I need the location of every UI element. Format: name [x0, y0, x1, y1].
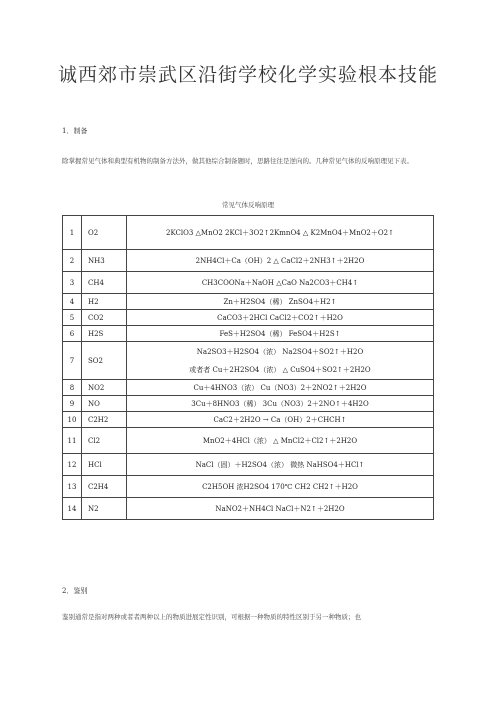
- reaction-equation: [127, 216, 434, 250]
- reaction-equation: [127, 428, 434, 454]
- gas-name: Cl2: [82, 428, 127, 454]
- table-row: [63, 454, 434, 476]
- row-number: 14: [63, 498, 82, 520]
- row-number: 2: [63, 250, 82, 272]
- row-number: 1: [63, 216, 82, 250]
- reaction-equation: [127, 272, 434, 294]
- equation-line: 3Cu＋8HNO3（稀） 3Cu（NO3）2＋2NO↑＋4H2O: [191, 399, 369, 408]
- table-row: [63, 310, 434, 326]
- equation-line: FeS＋H2SO4（稀） FeSO4＋H2S↑: [219, 329, 341, 338]
- reaction-equation: [127, 342, 434, 380]
- reaction-equation: [127, 498, 434, 520]
- table-row: [63, 396, 434, 412]
- row-number: 13: [63, 476, 82, 498]
- reaction-equation: [127, 326, 434, 342]
- gas-name: H2S: [82, 326, 127, 342]
- intro-paragraph: 除掌握常见气体和典型有机物的制备方法外，做其他综合制备题时，思路往往是逆向的。几种常见气体的反响原理见下表。: [62, 157, 413, 165]
- gas-name: HCl: [82, 454, 127, 476]
- reaction-equation: [127, 310, 434, 326]
- table-caption: 常见气体反响原理: [222, 201, 274, 209]
- row-number: 10: [63, 412, 82, 428]
- row-number: 12: [63, 454, 82, 476]
- equation-line: CH3COONa＋NaOH △CaO Na2CO3＋CH4↑: [201, 278, 359, 287]
- page-title: 诚西郊市崇武区沿街学校化学实验根本技能: [57, 64, 438, 86]
- row-number: 6: [63, 326, 82, 342]
- equation-line: CaCO3＋2HCl CaCl2＋CO2↑＋H2O: [217, 313, 343, 322]
- table-row: [63, 498, 434, 520]
- table-row: [63, 272, 434, 294]
- gas-name: C2H4: [82, 476, 127, 498]
- row-number: 3: [63, 272, 82, 294]
- row-number: 9: [63, 396, 82, 412]
- row-number: 5: [63, 310, 82, 326]
- gas-name: N2: [82, 498, 127, 520]
- gas-name: NO2: [82, 380, 127, 396]
- gas-name: NO: [82, 396, 127, 412]
- equation-line: Zn＋H2SO4（稀） ZnSO4＋H2↑: [223, 297, 337, 306]
- table-row: [63, 380, 434, 396]
- table-row: [63, 250, 434, 272]
- table-row: [63, 326, 434, 342]
- equation-line: C2H5OH 浓H2SO4 170℃ CH2 CH2↑＋H2O: [202, 482, 358, 491]
- equation-line: 或者者 Cu＋2H2SO4（浓） △ CuSO4＋SO2↑＋2H2O: [189, 365, 371, 374]
- row-number: 11: [63, 428, 82, 454]
- equation-line: Cu＋4HNO3（浓） Cu（NO3）2＋2NO2↑＋2H2O: [193, 383, 367, 392]
- reaction-equation: [127, 454, 434, 476]
- row-number: 8: [63, 380, 82, 396]
- table-row: [63, 428, 434, 454]
- equation-line: 2KClO3 △MnO2 2KCl＋3O2↑2KmnO4 △ K2MnO4＋MnO2＋O2↑: [166, 228, 394, 237]
- gas-name: CO2: [82, 310, 127, 326]
- reaction-table: [62, 215, 434, 520]
- table-row: [63, 216, 434, 250]
- gas-name: O2: [82, 216, 127, 250]
- reaction-equation: [127, 396, 434, 412]
- gas-name: C2H2: [82, 412, 127, 428]
- equation-line: CaC2＋2H2O → Ca（OH）2＋CHCH↑: [213, 415, 347, 424]
- gas-name: NH3: [82, 250, 127, 272]
- equation-line: NaCl（固）＋H2SO4（浓） 微热 NaHSO4＋HCl↑: [195, 460, 365, 469]
- table-row: [63, 412, 434, 428]
- equation-line: NaNO2＋NH4Cl NaCl＋N2↑＋2H2O: [215, 504, 345, 513]
- reaction-equation: [127, 412, 434, 428]
- reaction-equation: [127, 476, 434, 498]
- row-number: 4: [63, 294, 82, 310]
- row-number: 7: [63, 342, 82, 380]
- section-heading-identification: 2．鉴别: [62, 587, 88, 595]
- equation-line: Na2SO3＋H2SO4（浓） Na2SO4＋SO2↑＋H2O: [196, 347, 364, 356]
- equation-line: MnO2＋4HCl（浓） △ MnCl2＋Cl2↑＋2H2O: [202, 436, 358, 445]
- gas-name: H2: [82, 294, 127, 310]
- identification-paragraph: 鉴别通常是指对两种或者者两种以上的物质进展定性识别，可根据一种物质的特性区别于另一种物质；也: [62, 613, 361, 621]
- reaction-equation: [127, 294, 434, 310]
- table-row: [63, 294, 434, 310]
- reaction-equation: [127, 380, 434, 396]
- section-heading-preparation: 1．制备: [62, 127, 88, 135]
- gas-name: SO2: [82, 342, 127, 380]
- table-row: [63, 476, 434, 498]
- gas-name: CH4: [82, 272, 127, 294]
- table-row: [63, 342, 434, 380]
- equation-line: 2NH4Cl＋Ca（OH）2 △ CaCl2＋2NH3↑＋2H2O: [195, 256, 365, 265]
- reaction-equation: [127, 250, 434, 272]
